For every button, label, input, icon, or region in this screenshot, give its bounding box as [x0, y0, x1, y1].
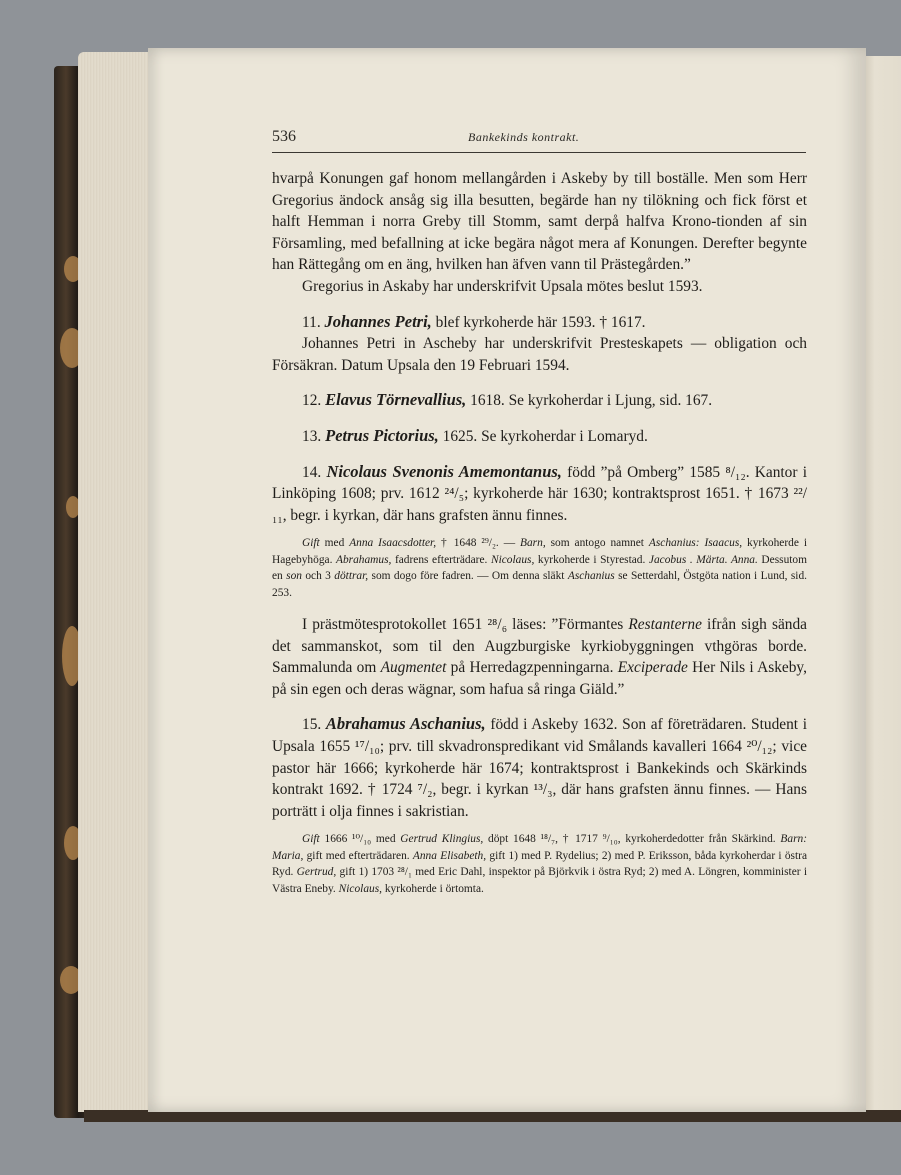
- text-run: se Setterdahl, Östgöta nation i Lund, sid. 253.: [272, 570, 808, 599]
- text-run: som dogo före fadren. — Om denna släkt: [368, 570, 568, 583]
- italic-text: Abrahamus,: [336, 553, 392, 566]
- entry-name: Petrus Pictorius,: [325, 425, 439, 445]
- text-run: gift 1) 1703 ²⁸/₁ med Eric Dahl, inspektor på Björkvik i östra Ryd; 2) med A. Löngren, komminister i Västra Eneby.: [272, 866, 807, 895]
- paragraph: Gregorius in Askaby har underskrifvit Upsala mötes beslut 1593.: [302, 277, 703, 295]
- entry-name: Johannes Petri,: [324, 311, 432, 331]
- text-run: Her Nils i Askeby, på sin egen och deras wägnar, som hafua så ringa Giäld.”: [272, 659, 807, 698]
- italic-text: Nicolaus,: [338, 882, 382, 895]
- facing-page: [862, 56, 901, 1114]
- text-run: och 3: [301, 570, 335, 583]
- italic-text: Anna Elisabeth,: [412, 849, 487, 862]
- running-title: Bankekinds kontrakt.: [468, 130, 580, 144]
- entry-number: 14.: [302, 463, 322, 481]
- entry-text: blef kyrkoherde här 1593. † 1617.: [431, 313, 646, 331]
- italic-text: Aschanius: [567, 570, 615, 583]
- text-run: döpt 1648 ¹⁸/₇, † 1717 ⁹/₁₀, kyrkoherdedotter från Skärkind.: [483, 833, 781, 846]
- text-run: † 1648 ²⁹/₂. —: [436, 537, 521, 550]
- entry-name: Abrahamus Aschanius,: [325, 714, 486, 734]
- text-run: med: [319, 537, 350, 550]
- text-run: 1666 ¹⁰/₁₀ med: [319, 833, 401, 846]
- text-run: ifrån sigh sända det sammanskot, som til den Augzburgiske kyrkiobyggningen vthgöras borde. Sammalunda om: [272, 615, 807, 677]
- text-run: gift 1) med P. Rydelius; 2) med P. Eriksson, båda kyrkoherdar i östra Ryd.: [272, 849, 807, 879]
- italic-text: Gift: [302, 833, 320, 846]
- page-number: 536: [272, 128, 296, 145]
- italic-text: döttrar,: [334, 570, 369, 583]
- entry-13: [272, 425, 807, 448]
- italic-text: Anna Isaacsdotter,: [349, 537, 437, 550]
- text-run: som antogo namnet: [545, 537, 649, 550]
- text-run: gift med efterträdaren.: [303, 849, 413, 862]
- text-run: Dessutom en: [272, 553, 807, 583]
- entry-name: Elavus Törnevallius,: [325, 390, 467, 410]
- entry-15: [272, 713, 807, 822]
- text-run: på Herredagzpenningarna.: [446, 659, 618, 677]
- italic-text: Jacobus . Märta. Anna.: [648, 553, 758, 566]
- entry-text: 1618. Se kyrkoherdar i Ljung, sid. 167.: [466, 392, 713, 410]
- header-rule: [272, 152, 806, 153]
- italic-text: Gertrud,: [296, 866, 337, 879]
- entry-12: [272, 389, 807, 412]
- entry-text: 1625. Se kyrkoherdar i Lomaryd.: [438, 427, 648, 445]
- entry-14: [272, 461, 807, 527]
- italic-text: Nicolaus,: [490, 553, 535, 566]
- page-body: [272, 168, 807, 897]
- italic-text: Barn,: [520, 537, 546, 550]
- italic-text: Restanterne: [628, 615, 702, 633]
- entry-number: 15.: [302, 716, 322, 734]
- footnote: [272, 831, 807, 897]
- italic-text: Aschanius: Isaacus,: [648, 537, 743, 550]
- text-run: kyrkoherde i Styrestad.: [534, 553, 649, 566]
- entry-name: Nicolaus Svenonis Amemontanus,: [326, 461, 562, 481]
- entry-number: 13.: [302, 427, 322, 445]
- italic-text: Exciperade: [617, 659, 688, 677]
- paragraph: [272, 614, 807, 700]
- entry-11: [272, 311, 807, 334]
- text-run: fadrens efterträdare.: [391, 553, 491, 566]
- italic-text: son: [286, 570, 302, 583]
- italic-text: Gift: [302, 537, 320, 550]
- paragraph: hvarpå Konungen gaf honom mellangården i Askeby by till boställe. Men som Herr Gregorius ändock ansåg sig illa besutten, begärde han ny tilökning och fick först et halft Hemman i norra Greby till Stomm, samt derpå halfva Krono-tionden af sin Församling, med befallning at icke begära något mera af Konungen. Derefter begynte han Rättegång om en äng, hvilken han äfven vann til Prästegården.”: [272, 170, 807, 274]
- page-header: [272, 128, 806, 154]
- footnote: [272, 535, 807, 601]
- text-run: kyrkoherde i Hagebyhöga.: [272, 537, 807, 566]
- paragraph: Johannes Petri in Ascheby har underskrifvit Presteskapets — obligation och Försäkran. Datum Upsala den 19 Februari 1594.: [272, 335, 807, 374]
- text-run: kyrkoherde i örtomta.: [382, 882, 484, 895]
- italic-text: Augmentet: [380, 659, 447, 677]
- text-run: I prästmötesprotokollet 1651 ²⁸/₆ läses: ”Förmantes: [302, 615, 629, 633]
- italic-text: Gertrud Klingius,: [400, 833, 484, 846]
- italic-text: Barn: Maria,: [272, 833, 807, 862]
- entry-number: 12.: [302, 392, 322, 410]
- entry-text: född ”på Omberg” 1585 ⁸/₁₂. Kantor i Linköping 1608; prv. 1612 ²⁴/₅; kyrkoherde här 1630; kontraktsprost 1651. † 1673 ²²/₁₁, begr. i kyrkan, där hans grafsten ännu finnes.: [272, 463, 807, 524]
- entry-text: född i Askeby 1632. Son af företrädaren. Student i Upsala 1655 ¹⁷/₁₀; prv. till skvadronspredikant vid Smålands kavalleri 1664 ²⁰/₁₂; vice pastor här 1666; kyrkoherde här 1674; kontraktsprost i Bankekinds och Skärkinds kontrakt 1692. † 1724 ⁷/₂, begr. i kyrkan ¹³/₃, där hans grafsten ännu finnes. — Hans porträtt i olja finnes i sakristian.: [272, 716, 807, 820]
- entry-number: 11.: [302, 313, 321, 331]
